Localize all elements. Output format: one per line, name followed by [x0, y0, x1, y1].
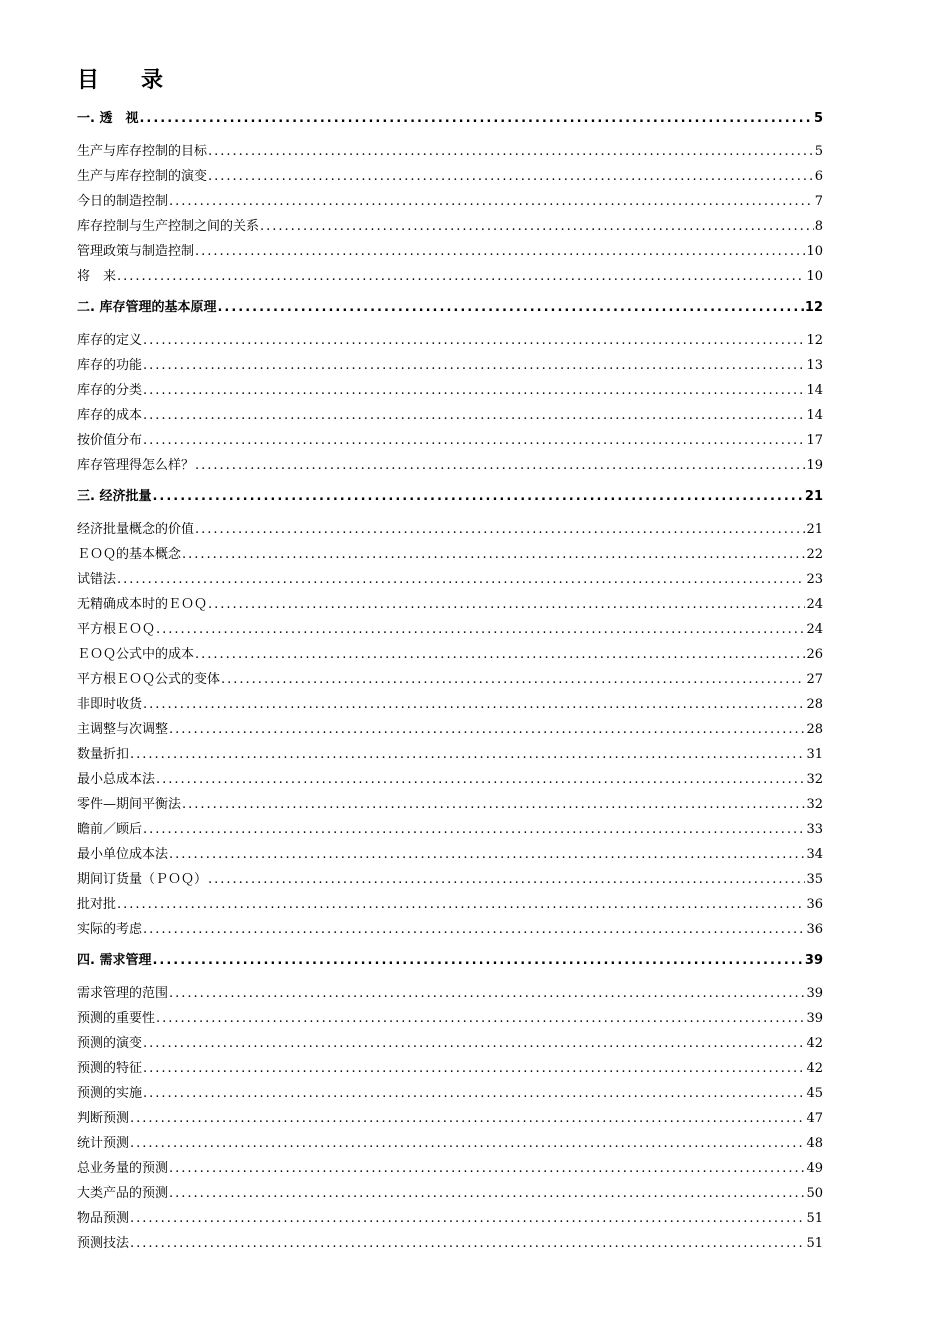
page-number: 36 — [806, 922, 823, 937]
dot-leader — [169, 717, 805, 742]
entry-title: 今日的制造控制 — [77, 194, 169, 209]
page-number: 7 — [814, 194, 823, 209]
dot-leader — [156, 767, 805, 792]
entry-title: 库存的分类 — [77, 383, 143, 398]
dot-leader — [143, 692, 805, 717]
page-number: 32 — [806, 772, 823, 787]
page-number: 21 — [804, 489, 823, 504]
dot-leader — [169, 842, 805, 867]
dot-leader — [208, 164, 814, 189]
page-number: 50 — [806, 1186, 823, 1201]
chapter-title: 二. 库存管理的基本原理 — [77, 300, 217, 315]
page-number: 36 — [806, 897, 823, 912]
dot-leader — [182, 792, 805, 817]
dot-leader — [117, 892, 805, 917]
entry-title: 物品预测 — [77, 1211, 130, 1226]
entry-title: 总业务量的预测 — [77, 1161, 169, 1176]
entry-title: ＥＯＱ的基本概念 — [77, 547, 182, 562]
toc-entry[interactable] — [77, 214, 823, 239]
page-number: 21 — [806, 522, 823, 537]
page-number: 5 — [814, 144, 823, 159]
dot-leader — [208, 592, 805, 617]
dot-leader — [169, 189, 814, 214]
page-number: 39 — [806, 1011, 823, 1026]
page-number: 14 — [806, 408, 823, 423]
entry-title: 预测的演变 — [77, 1036, 143, 1051]
page-number: 47 — [806, 1111, 823, 1126]
toc-entry[interactable] — [77, 164, 823, 189]
entry-title: 预测的实施 — [77, 1086, 143, 1101]
entry-title: 预测的特征 — [77, 1061, 143, 1076]
toc-chapter-entry[interactable] — [77, 946, 823, 976]
dot-leader — [143, 353, 805, 378]
page-number: 24 — [806, 597, 823, 612]
entry-title: 实际的考虑 — [77, 922, 143, 937]
page-number: 12 — [804, 300, 823, 315]
entry-title: 数量折扣 — [77, 747, 130, 762]
toc-entry[interactable] — [77, 1031, 823, 1056]
dot-leader — [143, 1031, 805, 1056]
page-number: 8 — [814, 219, 823, 234]
entry-title: 零件—期间平衡法 — [77, 797, 182, 812]
page-number: 19 — [806, 458, 823, 473]
toc-chapter-entry[interactable] — [77, 104, 823, 134]
page-number: 35 — [806, 872, 823, 887]
dot-leader — [117, 567, 805, 592]
entry-title: 预测的重要性 — [77, 1011, 156, 1026]
page-number: 13 — [806, 358, 823, 373]
dot-leader — [117, 264, 805, 289]
entry-title: 大类产品的预测 — [77, 1186, 169, 1201]
page-number: 6 — [814, 169, 823, 184]
dot-leader — [130, 1131, 805, 1156]
toc-entry[interactable] — [77, 642, 823, 667]
chapter-title: 四. 需求管理 — [77, 953, 152, 968]
entry-title: 库存的定义 — [77, 333, 143, 348]
entry-title: 最小总成本法 — [77, 772, 156, 787]
dot-leader — [221, 667, 805, 692]
toc-entry[interactable] — [77, 692, 823, 717]
page-number: 32 — [806, 797, 823, 812]
toc-entry[interactable] — [77, 139, 823, 164]
dot-leader — [152, 482, 803, 512]
page-number: 17 — [806, 433, 823, 448]
toc-entry[interactable] — [77, 542, 823, 567]
dot-leader — [143, 817, 805, 842]
page-number: 49 — [806, 1161, 823, 1176]
dot-leader — [195, 517, 805, 542]
page-number: 28 — [806, 697, 823, 712]
entry-title: 瞻前／顾后 — [77, 822, 143, 837]
toc-title: 目 录 — [77, 68, 174, 93]
toc-chapter-entry[interactable] — [77, 293, 823, 323]
toc-entry[interactable] — [77, 328, 823, 353]
toc-entry[interactable] — [77, 428, 823, 453]
page-number: 5 — [813, 111, 823, 126]
page-number: 14 — [806, 383, 823, 398]
page-number: 42 — [806, 1036, 823, 1051]
dot-leader — [130, 1231, 805, 1256]
entry-title: 生产与库存控制的目标 — [77, 144, 208, 159]
page-number: 10 — [806, 269, 823, 284]
page-number: 27 — [806, 672, 823, 687]
entry-title: 库存控制与生产控制之间的关系 — [77, 219, 260, 234]
entry-title: 判断预测 — [77, 1111, 130, 1126]
dot-leader — [169, 1156, 805, 1181]
page-number: 39 — [806, 986, 823, 1001]
toc-entry[interactable] — [77, 617, 823, 642]
entry-title: 试错法 — [77, 572, 117, 587]
dot-leader — [208, 139, 814, 164]
dot-leader — [139, 104, 812, 134]
entry-title: 批对批 — [77, 897, 117, 912]
toc-entry[interactable] — [77, 517, 823, 542]
toc-section — [77, 104, 823, 289]
dot-leader — [156, 1006, 805, 1031]
entry-title: 无精确成本时的ＥＯＱ — [77, 597, 208, 612]
dot-leader — [143, 428, 805, 453]
dot-leader — [195, 642, 805, 667]
page-number: 31 — [806, 747, 823, 762]
page-number: 34 — [806, 847, 823, 862]
dot-leader — [182, 542, 805, 567]
toc-entry[interactable] — [77, 1231, 823, 1256]
page-number: 42 — [806, 1061, 823, 1076]
toc-entry[interactable] — [77, 742, 823, 767]
dot-leader — [152, 946, 803, 976]
dot-leader — [195, 239, 805, 264]
toc-entry[interactable] — [77, 1106, 823, 1131]
chapter-title: 一. 透 视 — [77, 111, 139, 126]
entry-title: 统计预测 — [77, 1136, 130, 1151]
dot-leader — [217, 293, 803, 323]
page-number: 26 — [806, 647, 823, 662]
page-number: 12 — [806, 333, 823, 348]
dot-leader — [143, 378, 805, 403]
toc-entry[interactable] — [77, 1206, 823, 1231]
entry-title: 库存的成本 — [77, 408, 143, 423]
page-number: 51 — [806, 1236, 823, 1251]
toc-entry[interactable] — [77, 1181, 823, 1206]
page-number: 33 — [806, 822, 823, 837]
dot-leader — [143, 1081, 805, 1106]
entry-title: 按价值分布 — [77, 433, 143, 448]
toc-entry[interactable] — [77, 567, 823, 592]
dot-leader — [169, 981, 805, 1006]
chapter-title: 三. 经济批量 — [77, 489, 152, 504]
page-number: 48 — [806, 1136, 823, 1151]
dot-leader — [143, 1056, 805, 1081]
toc-entry[interactable] — [77, 239, 823, 264]
entry-title: 经济批量概念的价值 — [77, 522, 195, 537]
dot-leader — [143, 917, 805, 942]
toc-entry[interactable] — [77, 792, 823, 817]
toc-entry[interactable] — [77, 917, 823, 942]
toc-entry[interactable] — [77, 981, 823, 1006]
entry-title: 需求管理的范围 — [77, 986, 169, 1001]
dot-leader — [208, 867, 805, 892]
toc-entry[interactable] — [77, 842, 823, 867]
entry-title: 非即时收货 — [77, 697, 143, 712]
toc-section — [77, 293, 823, 478]
page-number: 23 — [806, 572, 823, 587]
entry-title: 生产与库存控制的演变 — [77, 169, 208, 184]
toc-entry[interactable] — [77, 1156, 823, 1181]
dot-leader — [130, 742, 805, 767]
page-number: 24 — [806, 622, 823, 637]
dot-leader — [143, 403, 805, 428]
entry-title: ＥＯＱ公式中的成本 — [77, 647, 195, 662]
toc-entry[interactable] — [77, 264, 823, 289]
toc-entry[interactable] — [77, 867, 823, 892]
dot-leader — [143, 328, 805, 353]
dot-leader — [130, 1206, 805, 1231]
dot-leader — [156, 617, 805, 642]
toc-body — [77, 104, 823, 1256]
toc-entry[interactable] — [77, 189, 823, 214]
dot-leader — [130, 1106, 805, 1131]
page-number: 28 — [806, 722, 823, 737]
toc-entry[interactable] — [77, 1006, 823, 1031]
toc-entry[interactable] — [77, 592, 823, 617]
entry-title: 平方根ＥＯＱ公式的变体 — [77, 672, 221, 687]
page-number: 51 — [806, 1211, 823, 1226]
toc-entry[interactable] — [77, 1056, 823, 1081]
entry-title: 期间订货量（ＰＯＱ） — [77, 872, 208, 887]
toc-entry[interactable] — [77, 817, 823, 842]
page-number: 10 — [806, 244, 823, 259]
dot-leader — [260, 214, 814, 239]
toc-entry[interactable] — [77, 453, 823, 478]
toc-section — [77, 946, 823, 1256]
entry-title: 最小单位成本法 — [77, 847, 169, 862]
toc-entry[interactable] — [77, 353, 823, 378]
entry-title: 预测技法 — [77, 1236, 130, 1251]
dot-leader — [169, 1181, 805, 1206]
entry-title: 库存管理得怎么样？ — [77, 458, 195, 473]
dot-leader — [195, 453, 805, 478]
page-number: 39 — [804, 953, 823, 968]
entry-title: 主调整与次调整 — [77, 722, 169, 737]
entry-title: 库存的功能 — [77, 358, 143, 373]
toc-entry[interactable] — [77, 1081, 823, 1106]
toc-entry[interactable] — [77, 1131, 823, 1156]
entry-title: 平方根ＥＯＱ — [77, 622, 156, 637]
page-number: 22 — [806, 547, 823, 562]
entry-title: 将 来 — [77, 269, 117, 284]
toc-entry[interactable] — [77, 378, 823, 403]
toc-chapter-entry[interactable] — [77, 482, 823, 512]
toc-entry[interactable] — [77, 403, 823, 428]
toc-entry[interactable] — [77, 667, 823, 692]
page-number: 45 — [806, 1086, 823, 1101]
toc-section — [77, 482, 823, 942]
toc-page — [77, 62, 823, 1256]
toc-entry[interactable] — [77, 767, 823, 792]
entry-title: 管理政策与制造控制 — [77, 244, 195, 259]
toc-entry[interactable] — [77, 717, 823, 742]
toc-entry[interactable] — [77, 892, 823, 917]
